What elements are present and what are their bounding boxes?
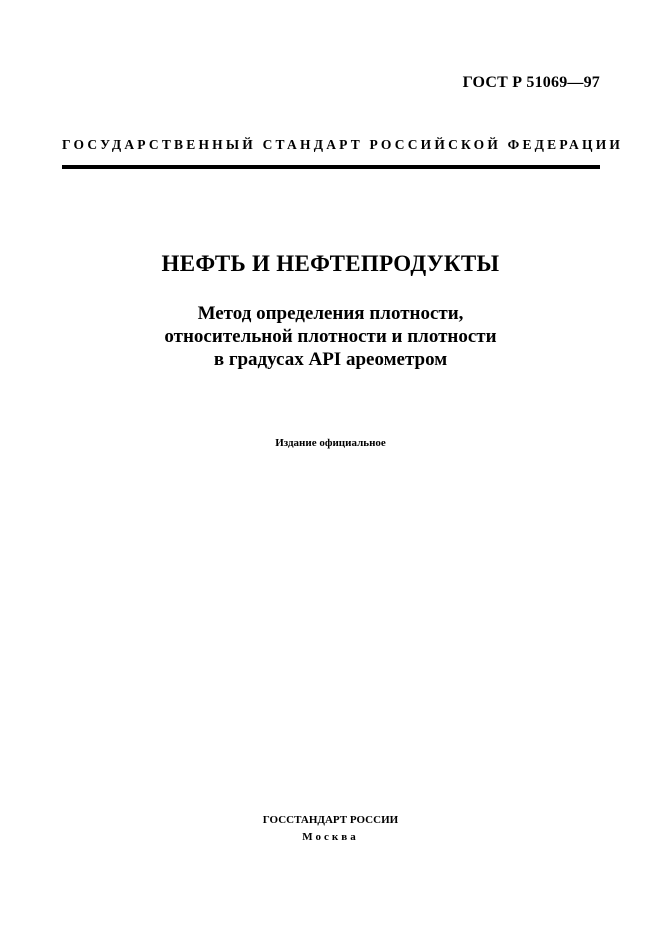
edition-label: Издание официальное [275,437,386,449]
publisher-block [0,812,661,846]
header-divider [62,165,600,169]
document-title: НЕФТЬ И НЕФТЕПРОДУКТЫ [161,251,500,276]
document-subtitle [0,302,661,371]
state-standard-heading: ГОСУДАРСТВЕННЫЙ СТАНДАРТ РОССИЙСКОЙ ФЕДЕРАЦИИ [62,137,624,152]
publisher-name: ГОССТАНДАРТ РОССИИ [262,814,399,826]
document-number: ГОСТ Р 51069—97 [462,74,600,91]
subtitle-line-2: относительной плотности и плотности [164,326,497,347]
publisher-city: Москва [302,831,359,843]
subtitle-line-1: Метод определения плотности, [197,303,464,324]
subtitle-line-3: в градусах API ареометром [213,349,448,370]
